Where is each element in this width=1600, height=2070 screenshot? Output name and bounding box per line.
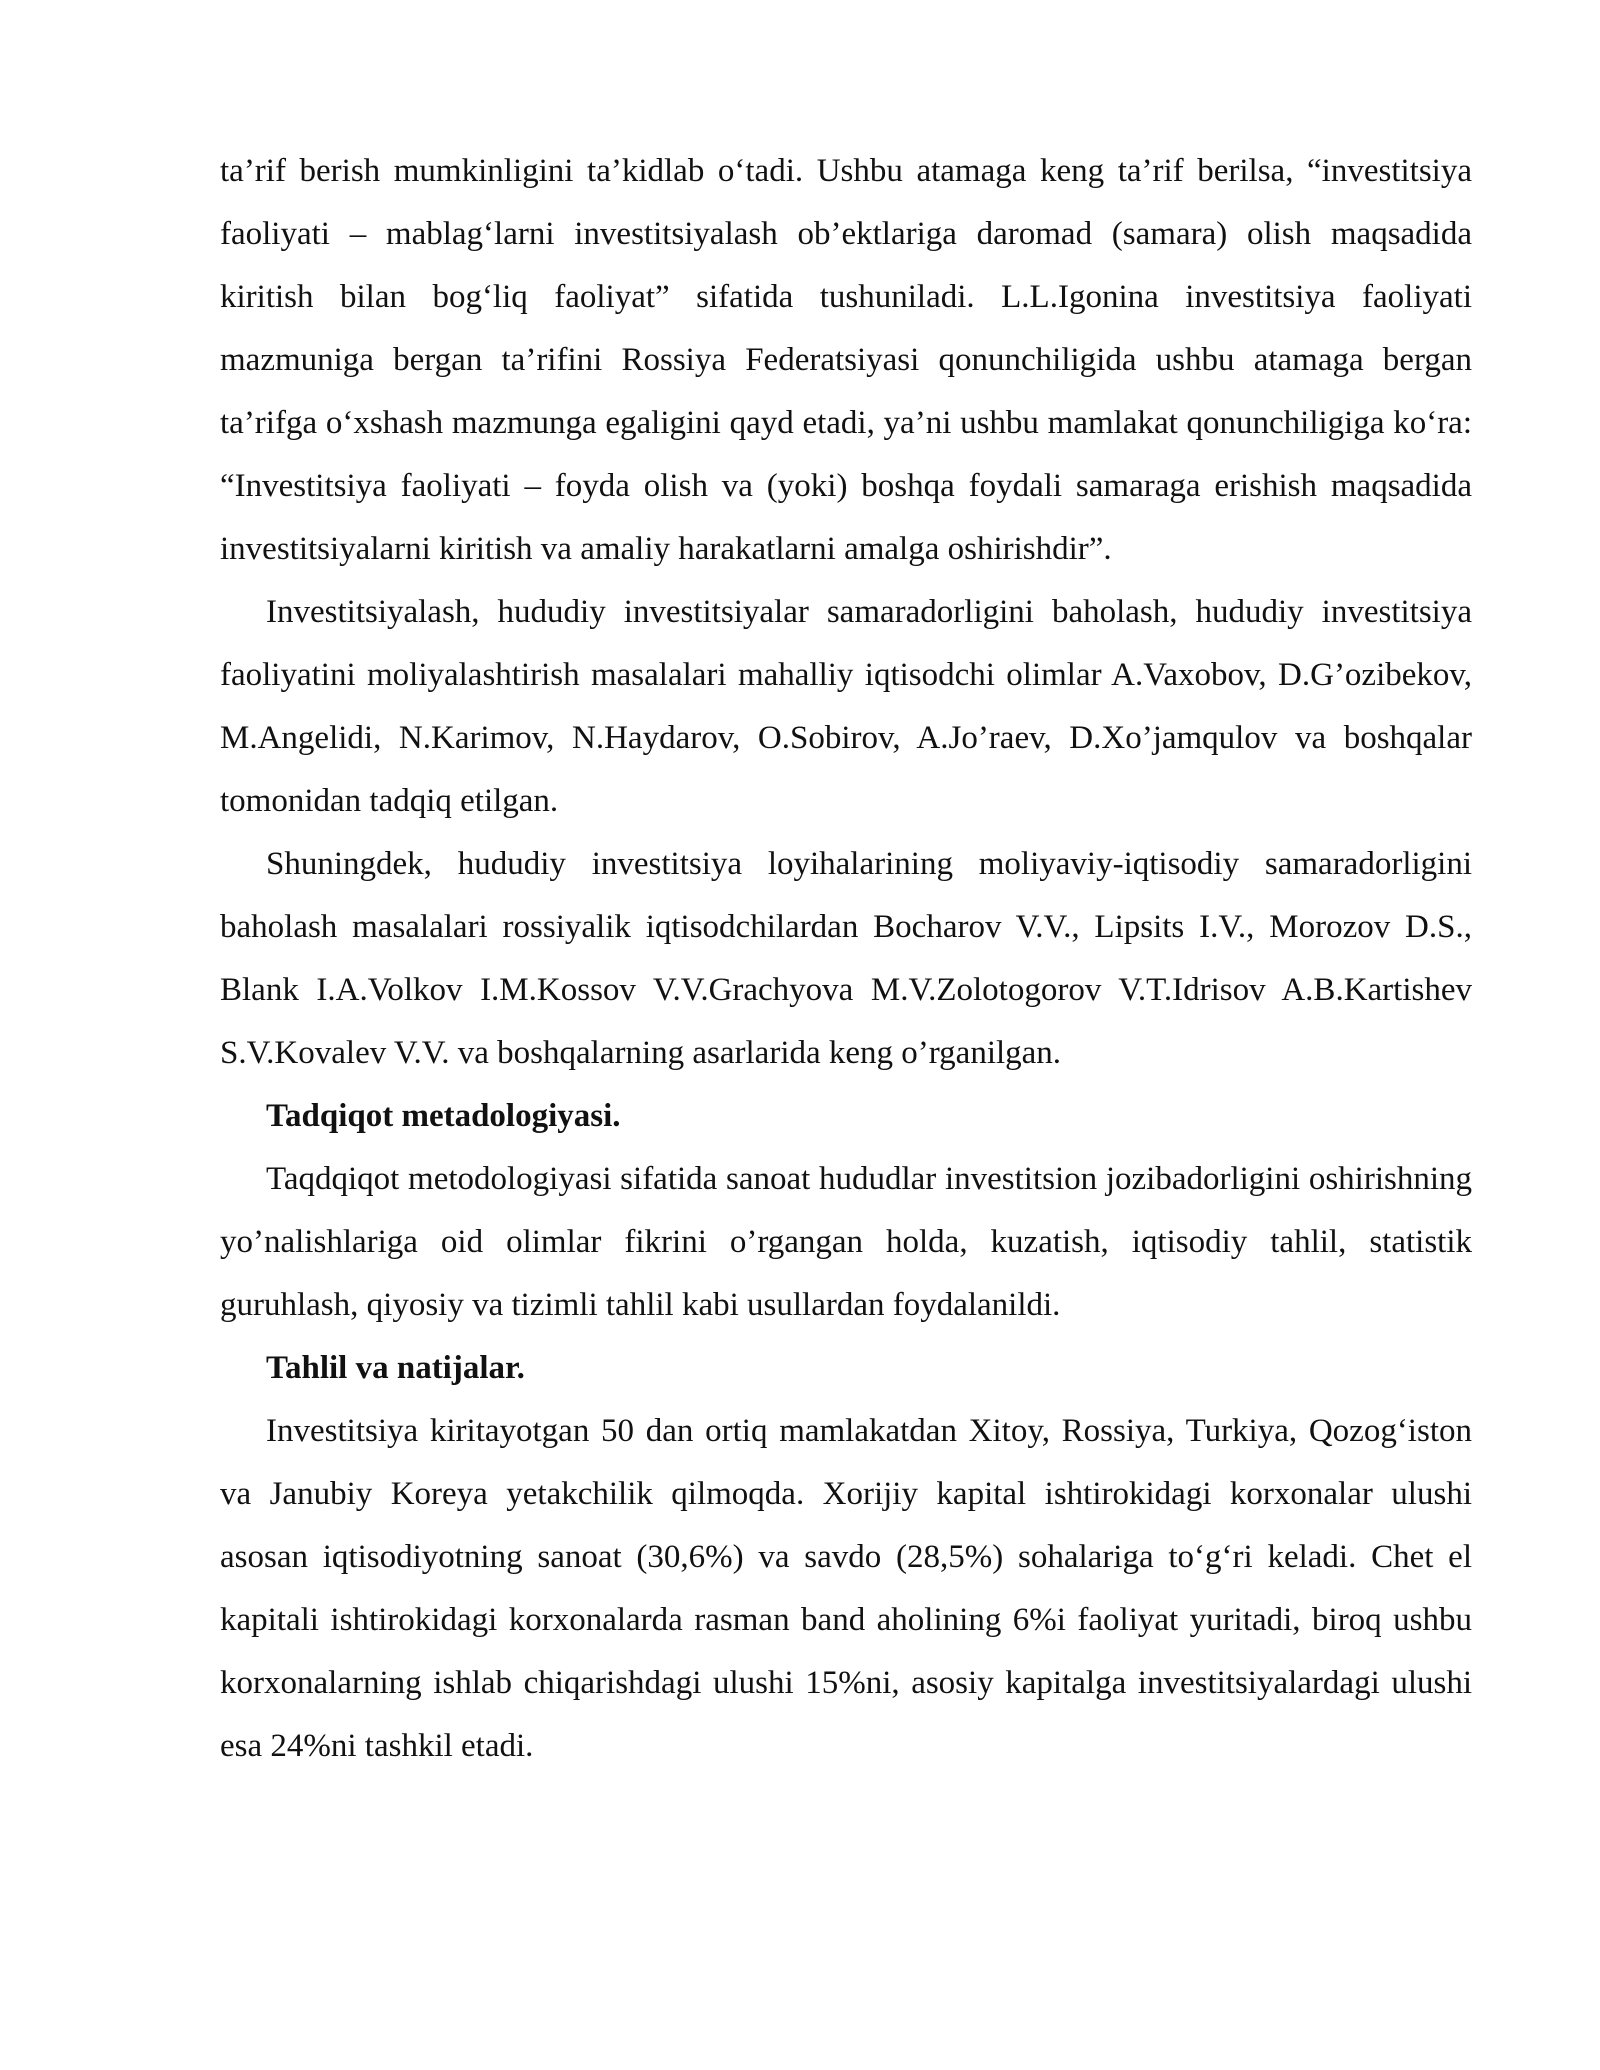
- paragraph-definition: ta’rif berish mumkinligini ta’kidlab o‘tadi. Ushbu atamaga keng ta’rif berilsa, “investitsiya faoliyati – mablag‘larni investitsiyalash ob’ektlariga daromad (samara) olish maqsadida kiritish bilan bog‘liq faoliyat” sifatida tushuniladi. L.L.Igonina investitsiya faoliyati mazmuniga bergan ta’rifini Rossiya Federatsiyasi qonunchiligida ushbu atamaga bergan ta’rifga o‘xshash mazmunga egaligini qayd etadi, ya’ni ushbu mamlakat qonunchiligiga ko‘ra: “Investitsiya faoliyati – foyda olish va (yoki) boshqa foydali samaraga erishish maqsadida investitsiyalarni kiritish va amaliy harakatlarni amalga oshirishdir”.: [220, 153, 1472, 567]
- heading-results: Tahlil va natijalar.: [266, 1350, 525, 1386]
- paragraph-russian-scholars: Shuningdek, hududiy investitsiya loyihalarining moliyaviy-iqtisodiy samaradorligini baholash masalalari rossiyalik iqtisodchilardan Bocharov V.V., Lipsits I.V., Morozov D.S., Blank I.A.Volkov I.M.Kossov V.V.Grachyova M.V.Zolotogorov V.T.Idrisov A.B.Kartishev S.V.Kovalev V.V. va boshqalarning asarlarida keng o’rganilgan.: [220, 846, 1472, 1071]
- heading-methodology: Tadqiqot metadologiyasi.: [266, 1098, 621, 1134]
- paragraph-results: Investitsiya kiritayotgan 50 dan ortiq mamlakatdan Xitoy, Rossiya, Turkiya, Qozog‘iston va Janubiy Koreya yetakchilik qilmoqda. Xorijiy kapital ishtirokidagi korxonalar ulushi asosan iqtisodiyotning sanoat (30,6%) va savdo (28,5%) sohalariga to‘g‘ri keladi. Chet el kapitali ishtirokidagi korxonalarda rasman band aholining 6%i faoliyat yuritadi, biroq ushbu korxonalarning ishlab chiqarishdagi ulushi 15%ni, asosiy kapitalga investitsiyalardagi ulushi esa 24%ni tashkil etadi.: [220, 1413, 1472, 1764]
- paragraph-local-scholars: Investitsiyalash, hududiy investitsiyalar samaradorligini baholash, hududiy investitsiya faoliyatini moliyalashtirish masalalari mahalliy iqtisodchi olimlar A.Vaxobov, D.G’ozibekov, M.Angelidi, N.Karimov, N.Haydarov, O.Sobirov, A.Jo’raev, D.Xo’jamqulov va boshqalar tomonidan tadqiq etilgan.: [220, 594, 1472, 819]
- document-page: [220, 140, 1472, 1778]
- paragraph-methodology: Taqdqiqot metodologiyasi sifatida sanoat hududlar investitsion jozibadorligini oshirishning yo’nalishlariga oid olimlar fikrini o’rgangan holda, kuzatish, iqtisodiy tahlil, statistik guruhlash, qiyosiy va tizimli tahlil kabi usullardan foydalanildi.: [220, 1161, 1472, 1323]
